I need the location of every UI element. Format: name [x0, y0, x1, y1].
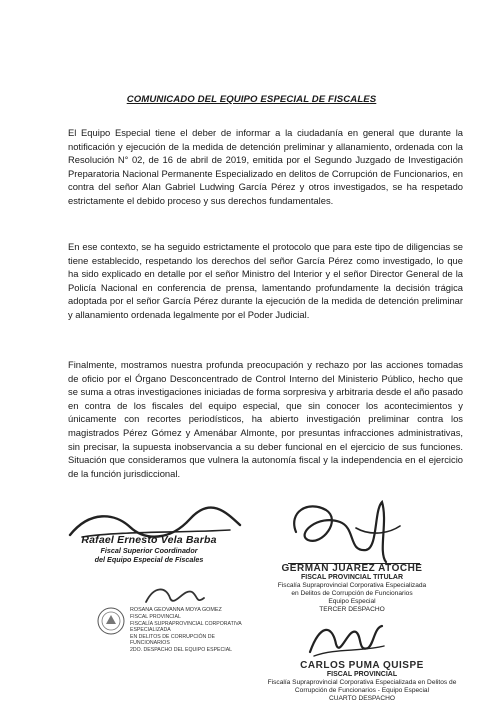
signatory-role: FISCAL PROVINCIAL — [130, 614, 181, 620]
signature-block-moya — [130, 607, 250, 653]
paragraph-3: Finalmente, mostramos nuestra profunda preocupación y rechazo por las acciones tomadas de oficio por el Órgano Desconcentrado de Control Interno del Ministerio Público, hecho que se suma a otras investigaciones iniciadas de forma sorpresiva y arbitraria desde el año pasado en contra de los fiscales del equipo especial, que sin conocer los acontecimientos y únicamente con recortes periodísticos, ha abierto investigación preliminar contra los magistrados Pérez Gómez y Amenábar Almonte, por presuntas infracciones administrativas, sin precisar, la supuesta inobservancia a su deber funcional en el ejercicio de sus funciones. Situación que consideramos que vulnera la autonomía fiscal y la independencia en el ejercicio de la función jurisdiccional. — [68, 359, 463, 479]
signatory-role: Fiscalía Supraprovincial Corporativa Especializada en Delitos de — [267, 679, 457, 686]
emblem-seal-icon — [96, 606, 126, 636]
document-title: COMUNICADO DEL EQUIPO ESPECIAL DE FISCALES — [126, 94, 377, 105]
signature-block-german — [262, 563, 442, 614]
signatory-role: CUARTO DESPACHO — [329, 695, 395, 702]
signatory-role: Equipo Especial — [328, 598, 376, 605]
signatory-role: FISCAL PROVINCIAL TITULAR — [300, 574, 404, 581]
signatory-role: Fiscal Superior Coordinador — [100, 546, 198, 555]
signature-block-carlos — [262, 660, 462, 703]
signatory-role: Corrupción de Funcionarios - Equipo Especial — [294, 687, 430, 694]
signatory-role: FISCALÍA SUPRAPROVINCIAL CORPORATIVA ESPECIALIZADA — [130, 620, 242, 633]
signatory-role: 2DO. DESPACHO DEL EQUIPO ESPECIAL — [130, 646, 233, 653]
signatory-role: del Equipo Especial de Fiscales — [94, 555, 204, 564]
signatory-name: GERMAN JUAREZ ATOCHE — [281, 563, 423, 574]
signature-block-rafael — [64, 534, 234, 564]
signatory-role: FISCAL PROVINCIAL — [326, 671, 398, 678]
signatory-name: CARLOS PUMA QUISPE — [300, 660, 424, 671]
signatory-role: EN DELITOS DE CORRUPCIÓN DE FUNCIONARIOS — [130, 633, 215, 646]
signatory-role: TERCER DESPACHO — [319, 606, 385, 613]
paragraph-2: En ese contexto, se ha seguido estrictamente el protocolo que para este tipo de diligencias se tiene establecido, respetando los derechos del señor García Pérez como investigado, lo que ha sido explicado en detalle por el señor Ministro del Interior y el señor Director General de la Policía Nacional en conferencia de prensa, lamentando profundamente la decisión trágica adoptada por el señor García Pérez durante la ejecución de la medida de detención preliminar y allanamiento ordenada legalmente por el Poder Judicial. — [68, 241, 463, 320]
signatory-name: ROSANA GEOVANNA MOYA GOMEZ — [130, 607, 222, 613]
signatory-role: en Delitos de Corrupción de Funcionarios — [291, 590, 413, 597]
paragraph-1: El Equipo Especial tiene el deber de informar a la ciudadanía en general que durante la notificación y ejecución de la medida de detención preliminar y allanamiento, ordenada con la Resolución N° 02, de 16 de abril de 2019, emitida por el Segundo Juzgado de Investigación Preparatoria Nacional Permanente Especializado en delitos de Corrupción de Funcionarios, en contra del señor Alan Gabriel Ludwing García Pérez y otros investigados, se ha respetado estrictamente el debido proceso y sus derechos fundamentales. — [68, 127, 463, 206]
signatory-role: Fiscalía Supraprovincial Corporativa Especializada — [277, 582, 427, 589]
signature-carlos-graphic — [300, 618, 390, 662]
signatory-name: Rafael Ernesto Vela Barba — [81, 534, 217, 546]
signature-moya-graphic — [140, 582, 210, 610]
signature-german-graphic — [278, 492, 408, 572]
